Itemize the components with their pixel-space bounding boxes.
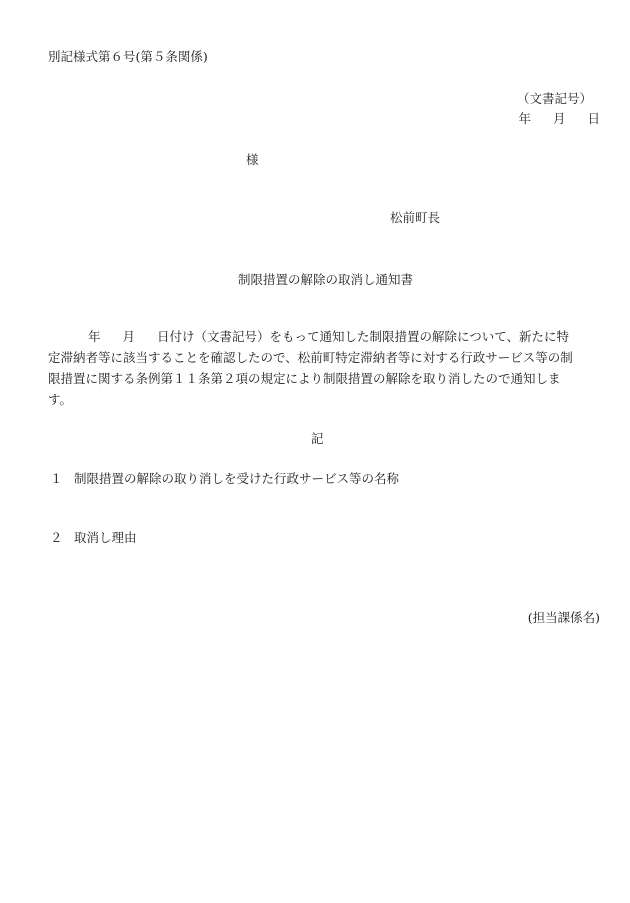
body-year-label: 年 bbox=[88, 329, 101, 344]
item-number: １ bbox=[50, 471, 63, 486]
date-day-label: 日 bbox=[587, 111, 600, 126]
date-year-label: 年 bbox=[518, 111, 531, 126]
body-line-2: 定滞納者等に該当することを確認したので、松前町特定滞納者等に対する行政サービス等の制 bbox=[48, 350, 573, 365]
body-line-1 bbox=[48, 326, 606, 347]
date-line bbox=[518, 109, 600, 127]
item-text: 制限措置の解除の取り消しを受けた行政サービス等の名称 bbox=[74, 471, 400, 486]
date-month-label: 月 bbox=[552, 111, 566, 126]
list-item bbox=[50, 469, 399, 487]
sender-name: 松前町長 bbox=[390, 210, 441, 225]
ki-heading: 記 bbox=[311, 431, 324, 446]
addressee-honorific: 様 bbox=[246, 152, 259, 167]
item-number: ２ bbox=[50, 530, 63, 545]
body-month-label: 月 bbox=[122, 329, 136, 344]
body-paragraph bbox=[48, 326, 606, 410]
list-item bbox=[50, 528, 137, 546]
contact-department: (担当課係名) bbox=[527, 610, 600, 625]
form-label: 別記様式第６号(第５条関係) bbox=[48, 49, 208, 64]
document-number: （文書記号） bbox=[516, 91, 592, 106]
body-line-3: 限措置に関する条例第１１条第２項の規定により制限措置の解除を取り消したので通知しま bbox=[48, 371, 561, 386]
body-line-1-text: 日付け（文書記号）をもって通知した制限措置の解除について、新たに特 bbox=[157, 329, 570, 344]
document-title: 制限措置の解除の取消し通知書 bbox=[238, 272, 414, 287]
body-line-4: す。 bbox=[48, 392, 73, 407]
item-text: 取消し理由 bbox=[74, 530, 137, 545]
